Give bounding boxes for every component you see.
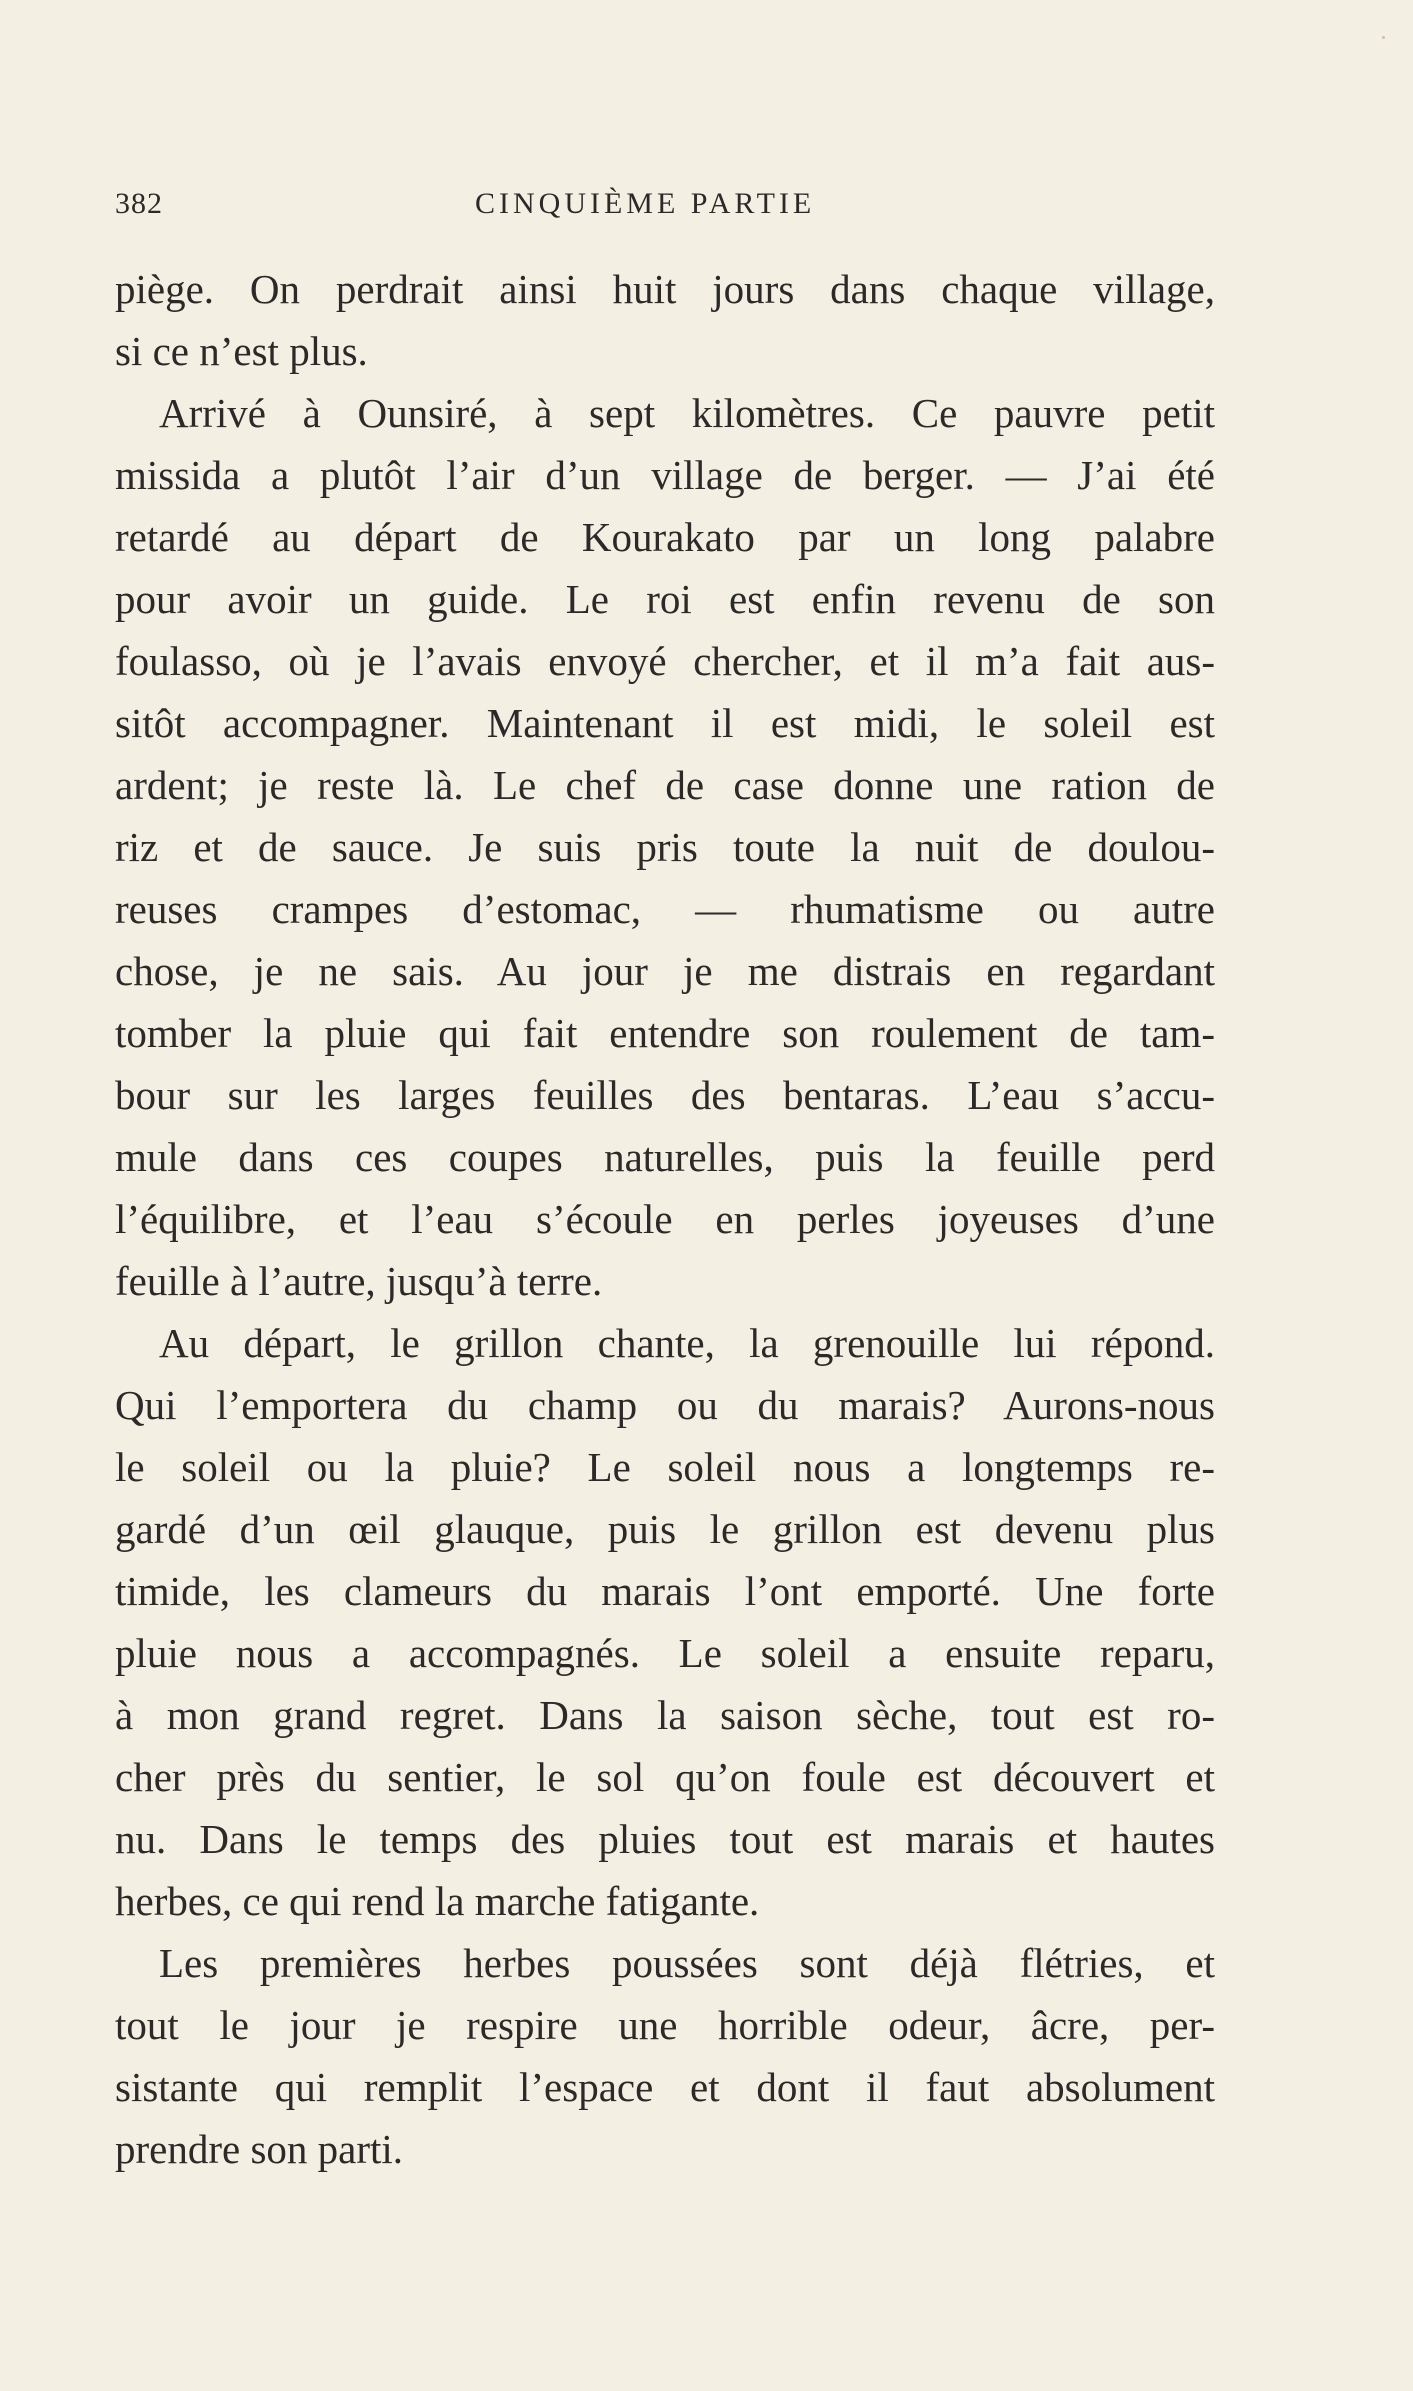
- text-line: pour avoir un guide. Le roi est enfin revenu de son: [115, 576, 1215, 622]
- text-line: tout le jour je respire une horrible odeur, âcre, per-: [115, 2002, 1215, 2048]
- text-line: retardé au départ de Kourakato par un long palabre: [115, 514, 1215, 560]
- text-line: le soleil ou la pluie? Le soleil nous a longtemps re-: [115, 1444, 1215, 1490]
- text-line: foulasso, où je l’avais envoyé chercher, et il m’a fait aus-: [115, 638, 1215, 684]
- page-header: [115, 187, 1215, 237]
- text-line: mule dans ces coupes naturelles, puis la feuille perd: [115, 1134, 1215, 1180]
- text-line: missida a plutôt l’air d’un village de berger. — J’ai été: [115, 452, 1215, 498]
- paragraph: [115, 258, 1215, 382]
- body-text: [115, 258, 1215, 2180]
- text-line: Arrivé à Ounsiré, à sept kilomètres. Ce pauvre petit: [159, 390, 1215, 436]
- running-head: CINQUIÈME PARTIE: [475, 187, 816, 220]
- text-line: nu. Dans le temps des pluies tout est marais et hautes: [115, 1816, 1215, 1862]
- text-line: l’équilibre, et l’eau s’écoule en perles joyeuses d’une: [115, 1196, 1215, 1242]
- paragraph: [115, 1932, 1215, 2180]
- text-line: gardé d’un œil glauque, puis le grillon est devenu plus: [115, 1506, 1215, 1552]
- text-line: Au départ, le grillon chante, la grenouille lui répond.: [159, 1320, 1215, 1366]
- text-line: sitôt accompagner. Maintenant il est midi, le soleil est: [115, 700, 1215, 746]
- text-line: Les premières herbes poussées sont déjà flétries, et: [159, 1940, 1215, 1986]
- paragraph: [115, 1312, 1215, 1932]
- text-line: reuses crampes d’estomac, — rhumatisme ou autre: [115, 886, 1215, 932]
- text-line: tomber la pluie qui fait entendre son roulement de tam-: [115, 1010, 1215, 1056]
- text-line: pluie nous a accompagnés. Le soleil a ensuite reparu,: [115, 1630, 1215, 1676]
- page-number: 382: [115, 187, 163, 220]
- text-line: herbes, ce qui rend la marche fatigante.: [115, 1878, 760, 1924]
- text-line: ardent; je reste là. Le chef de case donne une ration de: [115, 762, 1215, 808]
- text-line: cher près du sentier, le sol qu’on foule est découvert et: [115, 1754, 1215, 1800]
- text-line: prendre son parti.: [115, 2126, 404, 2172]
- text-line: feuille à l’autre, jusqu’à terre.: [115, 1258, 603, 1304]
- text-line: si ce n’est plus.: [115, 328, 368, 374]
- text-line: Qui l’emportera du champ ou du marais? Aurons-nous: [115, 1382, 1215, 1428]
- text-line: sistante qui remplit l’espace et dont il faut absolument: [115, 2064, 1215, 2110]
- paragraph: [115, 382, 1215, 1312]
- text-line: bour sur les larges feuilles des bentaras. L’eau s’accu-: [115, 1072, 1215, 1118]
- text-line: riz et de sauce. Je suis pris toute la nuit de doulou-: [115, 824, 1215, 870]
- text-line: à mon grand regret. Dans la saison sèche, tout est ro-: [115, 1692, 1215, 1738]
- paper-speck: [1382, 36, 1385, 39]
- text-line: chose, je ne sais. Au jour je me distrais en regardant: [115, 948, 1215, 994]
- text-line: piège. On perdrait ainsi huit jours dans chaque village,: [115, 266, 1215, 312]
- text-line: timide, les clameurs du marais l’ont emporté. Une forte: [115, 1568, 1215, 1614]
